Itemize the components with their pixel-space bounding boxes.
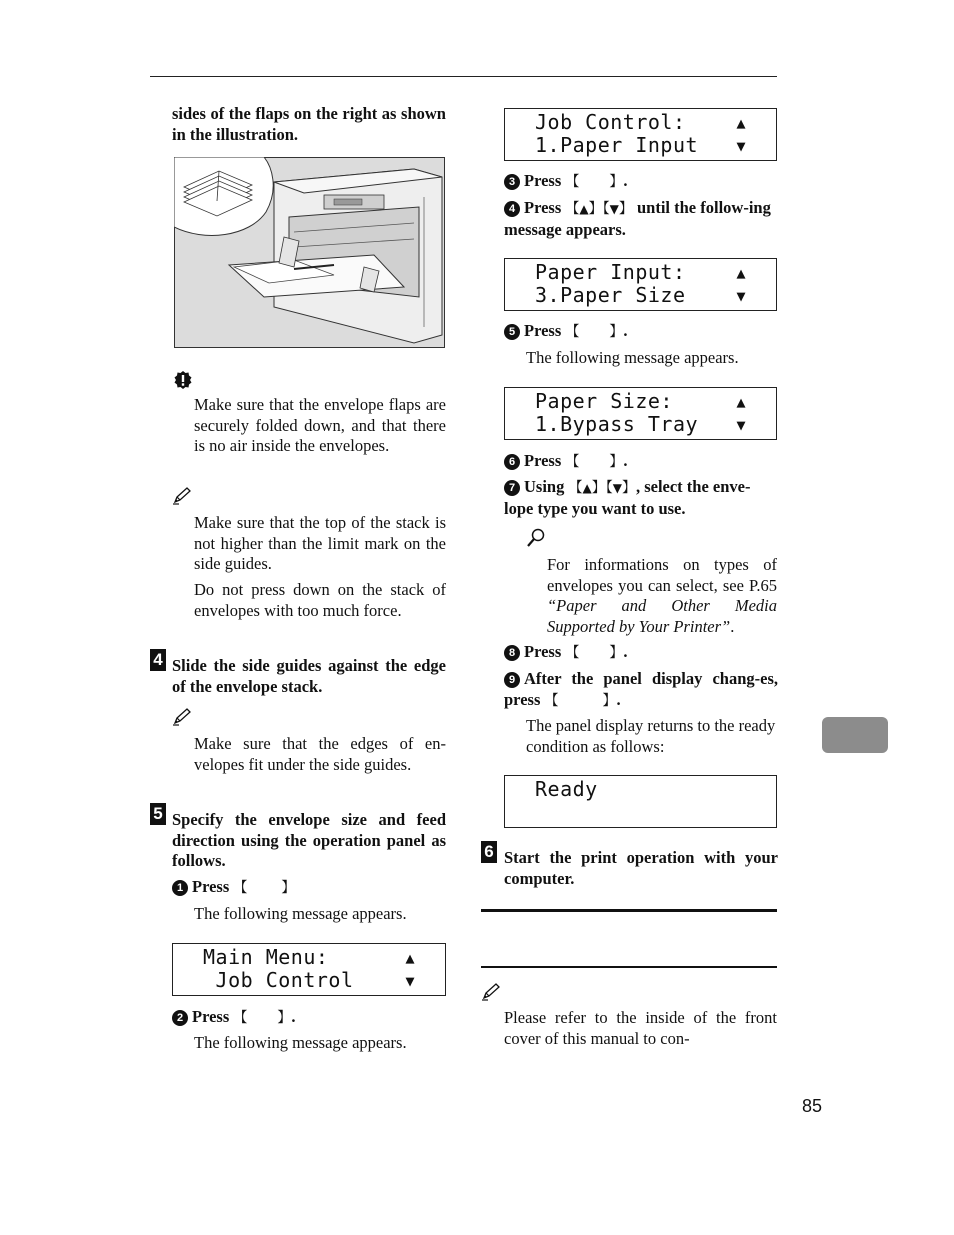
substep-number: 3 xyxy=(504,174,520,190)
reference-magnifier-icon xyxy=(526,528,546,548)
important-icon xyxy=(173,370,193,390)
lcd-down-arrow-icon: ▼ xyxy=(405,972,415,990)
key-bracket-close: 】 xyxy=(277,1010,292,1026)
substep-1: 1 Press 【 】 xyxy=(172,877,446,899)
key-bracket-open: 【 xyxy=(233,880,248,896)
up-arrow-key-icon: ▲ xyxy=(579,202,589,216)
note-pencil-icon xyxy=(172,708,192,726)
substep-number: 1 xyxy=(172,880,188,896)
note3-text: Please refer to the inside of the front cover of this manual to con- xyxy=(504,1008,777,1048)
substep-number: 7 xyxy=(504,480,520,496)
substep-number: 5 xyxy=(504,324,520,340)
substep-2-message: The following message appears. xyxy=(194,1033,407,1052)
note-pencil-icon xyxy=(172,487,192,505)
lcd-up-arrow-icon: ▲ xyxy=(736,114,746,132)
substep-number: 6 xyxy=(504,454,520,470)
note-pencil-icon xyxy=(481,983,501,1001)
substep-5: 5 Press 【 】. xyxy=(504,321,778,343)
lcd-down-arrow-icon: ▼ xyxy=(736,416,746,434)
lcd-paper-input: Paper Input: ▲ 3.Paper Size ▼ xyxy=(504,258,777,311)
lcd-main-menu: Main Menu: ▲ Job Control ▼ xyxy=(172,943,446,996)
header-rule xyxy=(150,76,777,77)
step-4-marker: 4 xyxy=(150,649,166,671)
printer-illustration-svg xyxy=(174,157,445,348)
key-bracket-close: 】 xyxy=(281,880,296,896)
section-divider-bottom xyxy=(481,966,777,968)
up-arrow-key-icon: ▲ xyxy=(582,481,592,495)
lcd-paper-size: Paper Size: ▲ 1.Bypass Tray ▼ xyxy=(504,387,777,440)
important-text: Make sure that the envelope flaps are securely folded down, and that there is no air inside the envelopes. xyxy=(194,395,446,455)
substep-6: 6 Press 【 】. xyxy=(504,451,778,473)
chapter-tab xyxy=(822,717,888,753)
lcd-job-control: Job Control: ▲ 1.Paper Input ▼ xyxy=(504,108,777,161)
down-arrow-key-icon: ▼ xyxy=(609,202,619,216)
note1-paragraph1: Make sure that the top of the stack is not higher than the limit mark on the side guides. xyxy=(194,513,446,573)
note1-paragraph2: Do not press down on the stack of envelopes with too much force. xyxy=(194,580,446,620)
step-6-text: Start the print operation with your computer. xyxy=(504,848,778,888)
substep-2: 2 Press 【 】. xyxy=(172,1007,446,1029)
substep-1-message: The following message appears. xyxy=(194,904,407,923)
lcd-down-arrow-icon: ▼ xyxy=(736,137,746,155)
reference-link[interactable]: “Paper and Other Media Supported by Your Printer” xyxy=(547,596,777,636)
substep-number: 8 xyxy=(504,645,520,661)
lcd-up-arrow-icon: ▲ xyxy=(736,264,746,282)
lcd-down-arrow-icon: ▼ xyxy=(736,287,746,305)
substep-9-message: The panel display returns to the ready condition as follows: xyxy=(526,716,776,756)
lcd-ready: Ready xyxy=(504,775,777,828)
down-arrow-key-icon: ▼ xyxy=(612,481,622,495)
substep-number: 9 xyxy=(504,672,520,688)
key-bracket-close: 】 xyxy=(609,174,624,190)
lcd-up-arrow-icon: ▲ xyxy=(736,393,746,411)
substep-4: 4 Press 【▲】【▼】 until the follow-ing message appears. xyxy=(504,198,771,239)
section-divider-top xyxy=(481,909,777,912)
substep-number: 4 xyxy=(504,201,520,217)
intro-text: sides of the flaps on the right as shown in the illustration. xyxy=(172,104,446,144)
key-bracket-open: 【 xyxy=(565,174,580,190)
substep-9: 9 After the panel display chang-es, press 【 】. xyxy=(504,669,778,709)
substep-number: 2 xyxy=(172,1010,188,1026)
note2-text: Make sure that the edges of en-velopes fit under the side guides. xyxy=(194,734,446,774)
step-5-text: Specify the envelope size and feed direction using the operation panel as follows. xyxy=(172,810,446,870)
key-bracket-open: 【 xyxy=(233,1010,248,1026)
substep-7: 7 Using 【▲】【▼】, select the enve-lope type you want to use. xyxy=(504,477,751,518)
step-5-marker: 5 xyxy=(150,803,166,825)
page-number: 85 xyxy=(801,1096,822,1116)
reference-text: For informations on types of envelopes you can select, see P.65 “Paper and Other Media Supported by Your Printer”. xyxy=(547,555,777,636)
step-6-marker: 6 xyxy=(481,841,497,863)
step-4-text: Slide the side guides against the edge of the envelope stack. xyxy=(172,656,446,696)
lcd-up-arrow-icon: ▲ xyxy=(405,949,415,967)
substep-3: 3 Press 【 】. xyxy=(504,171,778,193)
substep-8: 8 Press 【 】. xyxy=(504,642,778,664)
envelope-loading-illustration xyxy=(174,157,445,348)
substep-5-message: The following message appears. xyxy=(526,348,739,367)
